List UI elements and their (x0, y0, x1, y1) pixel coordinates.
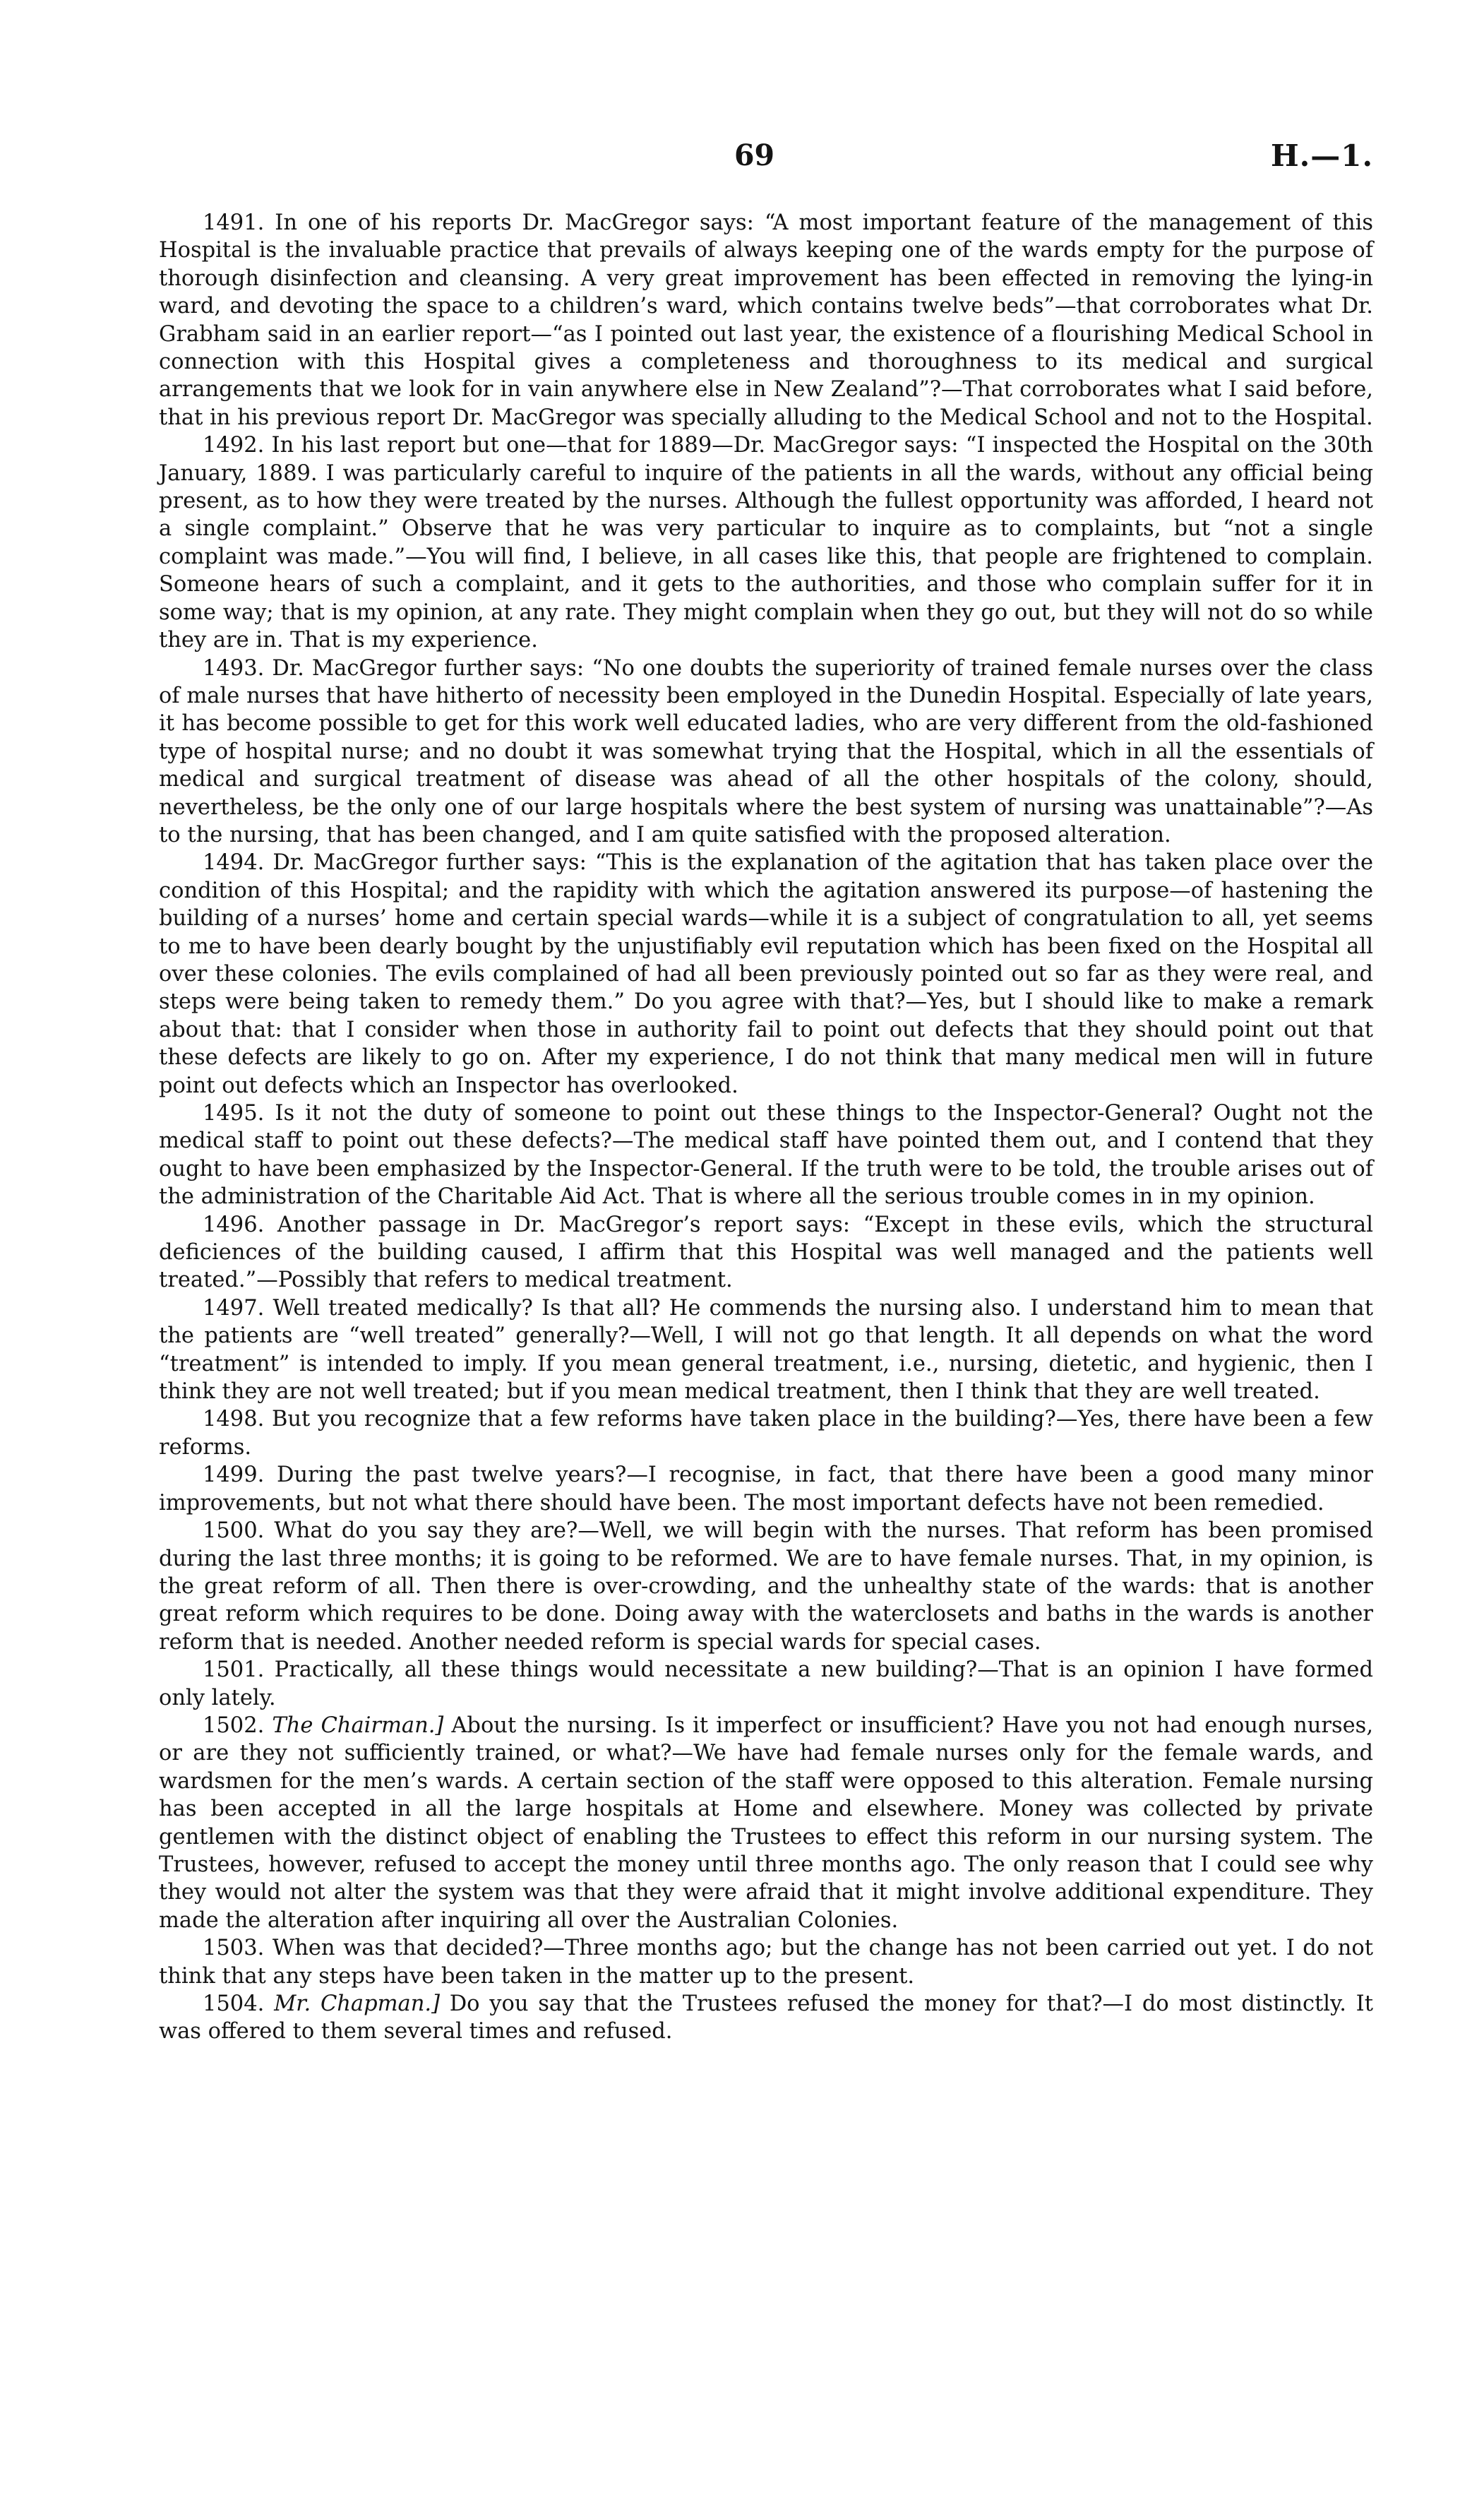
paragraph-1504 (159, 1990, 1373, 2046)
document-code: H.—1. (1271, 138, 1374, 173)
speaker-label: The Chairman.] (272, 1713, 444, 1738)
paragraph-1498: 1498. But you recognize that a few reforms have taken place in the building?—Yes, there have been a few reforms. (159, 1407, 1373, 1460)
paragraph-1499: 1499. During the past twelve years?—I recognise, in fact, that there have been a good many minor improvements, but not what there should have been. The most important defects have not been remedied. (159, 1463, 1373, 1515)
speaker-label: Mr. Chapman.] (274, 1991, 440, 2016)
paragraph-1495: 1495. Is it not the duty of someone to point out these things to the Inspector-General? Ought not the medical staff to point out these defects?—The medical staff have pointed them out, and I contend that they ought to have been emphasized by the Inspector-General. If the truth were to be told, the trouble arises out of the administration of the Charitable Aid Act. That is where all the serious trouble comes in in my opinion. (159, 1101, 1373, 1210)
question-number: 1504. (203, 1991, 265, 2016)
paragraph-1494: 1494. Dr. MacGregor further says: “This is the explanation of the agitation that has taken place over the condition of this Hospital; and the rapidity with which the agitation answered its purpose—of hastening the building of a nurses’ home and certain special wards—while it is a subject of congratulation to all, yet seems to me to have been dearly bought by the unjustifiably evil reputation which has been fixed on the Hospital all over these colonies. The evils complained of had all been previously pointed out so far as they were real, and steps were being taken to remedy them.” Do you agree with that?—Yes, but I should like to make a remark about that: that I consider when those in authority fail to point out defects that they should point out that these defects are likely to go on. After my experience, I do not think that many medical men will in future point out defects which an Inspector has overlooked. (159, 850, 1373, 1098)
paragraph-1493: 1493. Dr. MacGregor further says: “No one doubts the superiority of trained female nurses over the class of male nurses that have hitherto of necessity been employed in the Dunedin Hospital. Especially of late years, it has become possible to get for this work well educated ladies, who are very different from the old-fashioned type of hospital nurse; and no doubt it was somewhat trying that the Hospital, which in all the essentials of medical and surgical treatment of disease was ahead of all the other hospitals of the colony, should, nevertheless, be the only one of our large hospitals where the best system of nursing was unattainable”?—As to the nursing, that has been changed, and I am quite satisfied with the proposed alteration. (159, 655, 1373, 847)
paragraph-text: About the nursing. Is it imperfect or insufficient? Have you not had enough nurses, or are they not sufficiently trained, or what?—We have had female nurses only for the female wards, and wardsmen for the men’s wards. A certain section of the staff were opposed to this alteration. Female nursing has been accepted in all the large hospitals at Home and elsewhere. Money was collected by private gentlemen with the distinct object of enabling the Trustees to effect this reform in our nursing system. The Trustees, however, refused to accept the money until three months ago. The only reason that I could see why they would not alter the system was that they were afraid that it might involve additional expenditure. They made the alteration after inquiring all over the Australian Colonies. (159, 1713, 1374, 1933)
paragraph-1500: 1500. What do you say they are?—Well, we will begin with the nurses. That reform has been promised during the last three months; it is going to be reformed. We are to have female nurses. That, in my opinion, is the great reform of all. Then there is over-crowding, and the unhealthy state of the wards: that is another great reform which requires to be done. Doing away with the waterclosets and baths in the wards is another reform that is needed. Another needed reform is special wards for special cases. (159, 1518, 1373, 1655)
paragraph-1491: 1491. In one of his reports Dr. MacGregor says: “A most important feature of the management of this Hospital is the invaluable practice that prevails of always keeping one of the wards empty for the purpose of thorough disinfection and cleansing. A very great improvement has been effected in removing the lying-in ward, and devoting the space to a children’s ward, which contains twelve beds”—that corroborates what Dr. Grabham said in an earlier report—“as I pointed out last year, the existence of a flourishing Medical School in connection with this Hospital gives a completeness and thoroughness to its medical and surgical arrangements that we look for in vain anywhere else in New Zealand”?—That corroborates what I said before, that in his previous report Dr. MacGregor was specially alluding to the Medical School and not to the Hospital. (159, 210, 1373, 430)
page-number: 69 (734, 138, 775, 172)
document-body (159, 209, 1373, 2046)
page-header (0, 138, 1484, 181)
paragraph-1496: 1496. Another passage in Dr. MacGregor’s report says: “Except in these evils, which the structural deficiences of the building caused, I affirm that this Hospital was well managed and the patients well treated.”—Possibly that refers to medical treatment. (159, 1212, 1373, 1293)
question-number: 1502. (203, 1713, 265, 1738)
paragraph-1497: 1497. Well treated medically? Is that all? He commends the nursing also. I understand him to mean that the patients are “well treated” generally?—Well, I will not go that length. It all depends on what the word “treatment” is intended to imply. If you mean general treatment, i.e., nursing, dietetic, and hygienic, then I think they are not well treated; but if you mean medical treatment, then I think that they are well treated. (159, 1295, 1373, 1405)
paragraph-1492: 1492. In his last report but one—that for 1889—Dr. MacGregor says: “I inspected the Hospital on the 30th January, 1889. I was particularly careful to inquire of the patients in all the wards, without any official being present, as to how they were treated by the nurses. Although the fullest opportunity was afforded, I heard not a single complaint.” Observe that he was very particular to inquire as to complaints, but “not a single complaint was made.”—You will find, I believe, in all cases like this, that people are frightened to complain. Someone hears of such a complaint, and it gets to the authorities, and those who complain suffer for it in some way; that is my opinion, at any rate. They might complain when they go out, but they will not do so while they are in. That is my experience. (159, 433, 1373, 653)
paragraph-1501: 1501. Practically, all these things would necessitate a new building?—That is an opinion I have formed only lately. (159, 1657, 1373, 1710)
paragraph-text: Do you say that the Trustees refused the money for that?—I do most distinctly. It was offered to them several times and refused. (159, 1991, 1373, 2044)
paragraph-1503: 1503. When was that decided?—Three months ago; but the change has not been carried out yet. I do not think that any steps have been taken in the matter up to the present. (159, 1936, 1373, 1989)
paragraph-1502 (159, 1712, 1373, 1934)
